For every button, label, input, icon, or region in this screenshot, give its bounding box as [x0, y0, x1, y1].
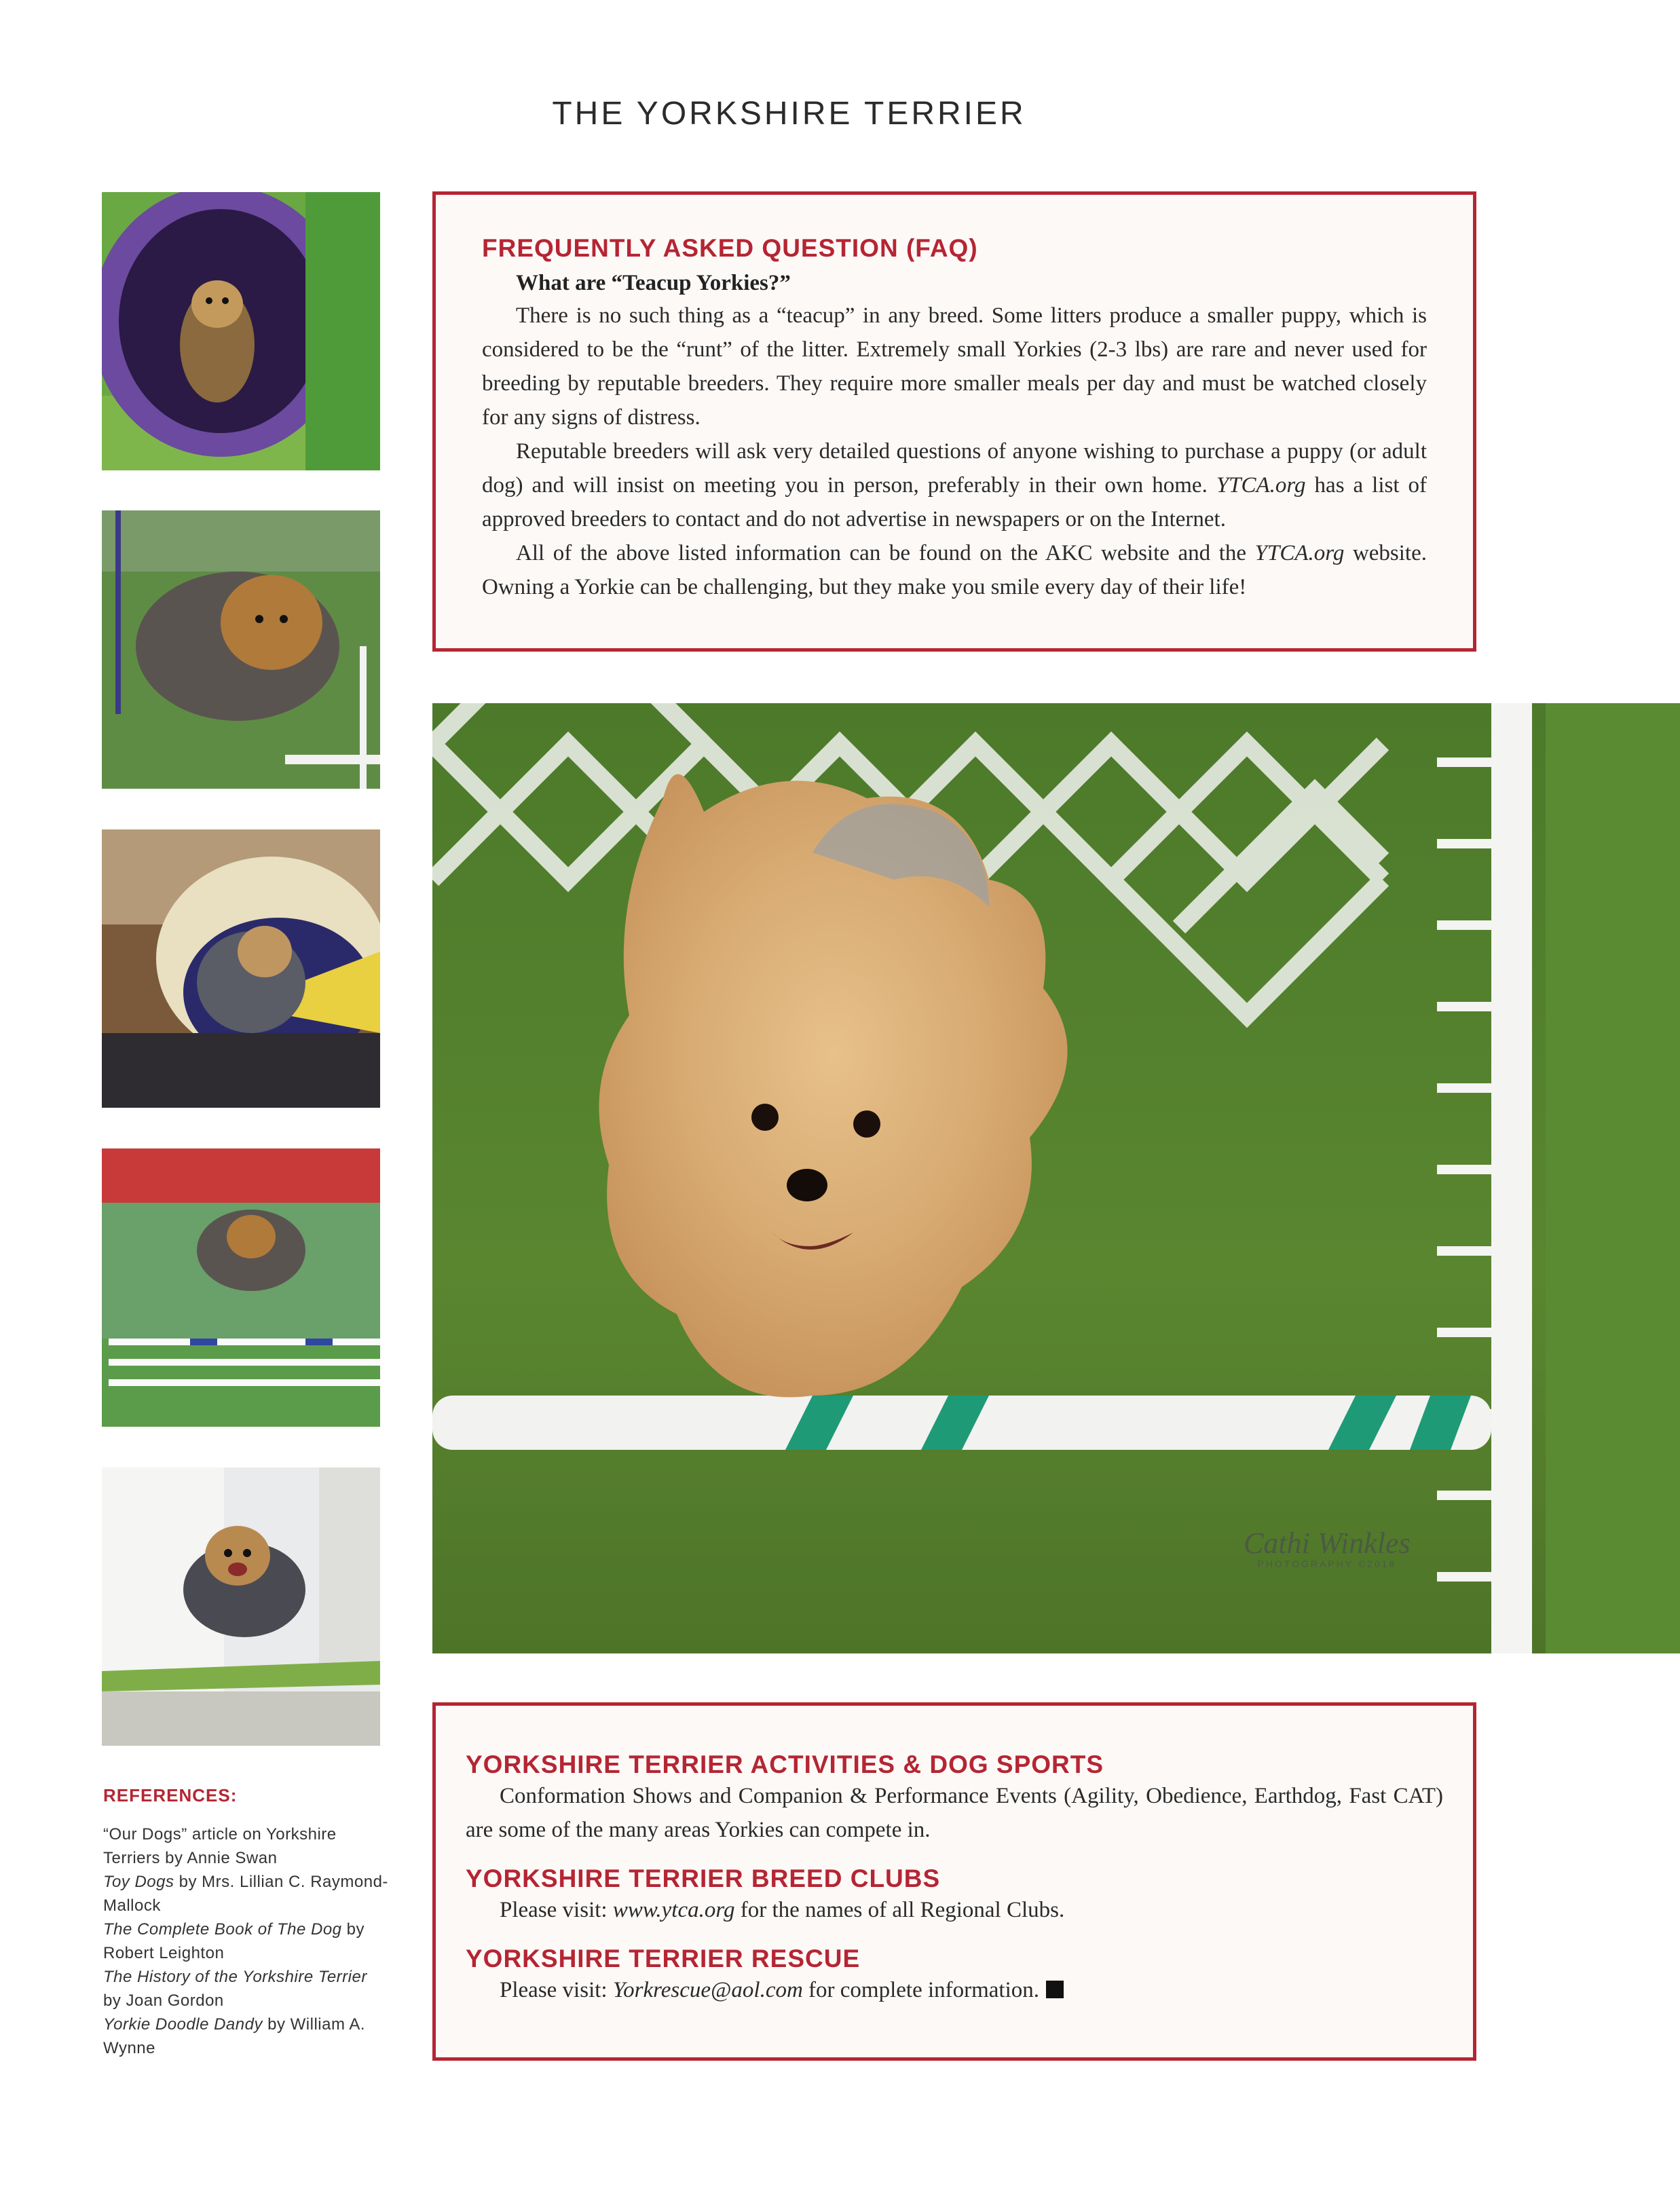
- yorkie-tunnel-photo: [102, 192, 380, 470]
- reference-item: “Our Dogs” article on Yorkshire Terriers by Annie Swan: [103, 1825, 337, 1867]
- activities-text: Conformation Shows and Companion & Performance Events (Agility, Obedience, Earthdog, Fast CAT) are some of the many areas Yorkies can compete in.: [466, 1784, 1443, 1842]
- photographer-watermark: Cathi Winkles PHOTOGRAPHY ©2018: [1244, 1527, 1411, 1569]
- ytca-website-link[interactable]: www.ytca.org: [612, 1898, 735, 1922]
- activities-box: [432, 1702, 1476, 2061]
- yorkie-tunnel-photo-2: [102, 829, 380, 1108]
- breed-clubs-text: Please visit: www.ytca.org for the names of all Regional Clubs.: [500, 1898, 1065, 1922]
- references-title: REFERENCES:: [103, 1785, 238, 1806]
- faq-title: FREQUENTLY ASKED QUESTION (FAQ): [482, 234, 978, 262]
- faq-paragraph-1: There is no such thing as a “teacup” in any breed. Some litters produce a smaller puppy, which is considered to be the “runt” of the litter. Extremely small Yorkies (2-3 lbs) are rare and never used for breeding by reputable breeders. They require more smaller meals per day and must be watched closely for any signs of distress.: [482, 303, 1427, 430]
- breed-clubs-title: YORKSHIRE TERRIER BREED CLUBS: [466, 1865, 941, 1892]
- faq-box: [432, 191, 1476, 652]
- reference-item: Yorkie Doodle Dandy by William A. Wynne: [103, 2015, 365, 2057]
- rescue-text: Please visit: Yorkrescue@aol.com for complete information.: [466, 1973, 1443, 2007]
- activities-title: YORKSHIRE TERRIER ACTIVITIES & DOG SPORTS: [466, 1751, 1104, 1778]
- ytca-link-2: YTCA.org: [1254, 541, 1345, 565]
- rescue-email-link[interactable]: Yorkrescue@aol.com: [612, 1978, 803, 2002]
- page-header: THE YORKSHIRE TERRIER: [552, 96, 1026, 132]
- reference-item: Toy Dogs by Mrs. Lillian C. Raymond-Mallock: [103, 1873, 388, 1915]
- faq-paragraph-3: All of the above listed information can be found on the AKC website and the YTCA.org website. Owning a Yorkie can be challenging, but they make you smile every day of their life!: [482, 541, 1427, 599]
- end-mark-icon: [1046, 1981, 1064, 1998]
- faq-paragraph-2: Reputable breeders will ask very detailed questions of anyone wishing to purchase a puppy (or adult dog) and will insist on meeting you in person, preferably in their own home. YTCA.org has a list of approved breeders to contact and do not advertise in newspapers or on the Internet.: [482, 439, 1427, 531]
- reference-item: The History of the Yorkshire Terrier by Joan Gordon: [103, 1968, 367, 2010]
- faq-question: What are “Teacup Yorkies?”: [516, 271, 791, 295]
- main-yorkie-jump-photo: [432, 703, 1680, 1653]
- yorkie-dogwalk-photo: [102, 1467, 380, 1746]
- yorkie-jumping-photo-1: [102, 510, 380, 789]
- references: [103, 1785, 388, 2060]
- reference-item: The Complete Book of The Dog by Robert Leighton: [103, 1920, 365, 1962]
- rescue-title: YORKSHIRE TERRIER RESCUE: [466, 1945, 861, 1972]
- yorkie-jumping-photo-2: [102, 1148, 380, 1427]
- ytca-link: YTCA.org: [1216, 473, 1306, 498]
